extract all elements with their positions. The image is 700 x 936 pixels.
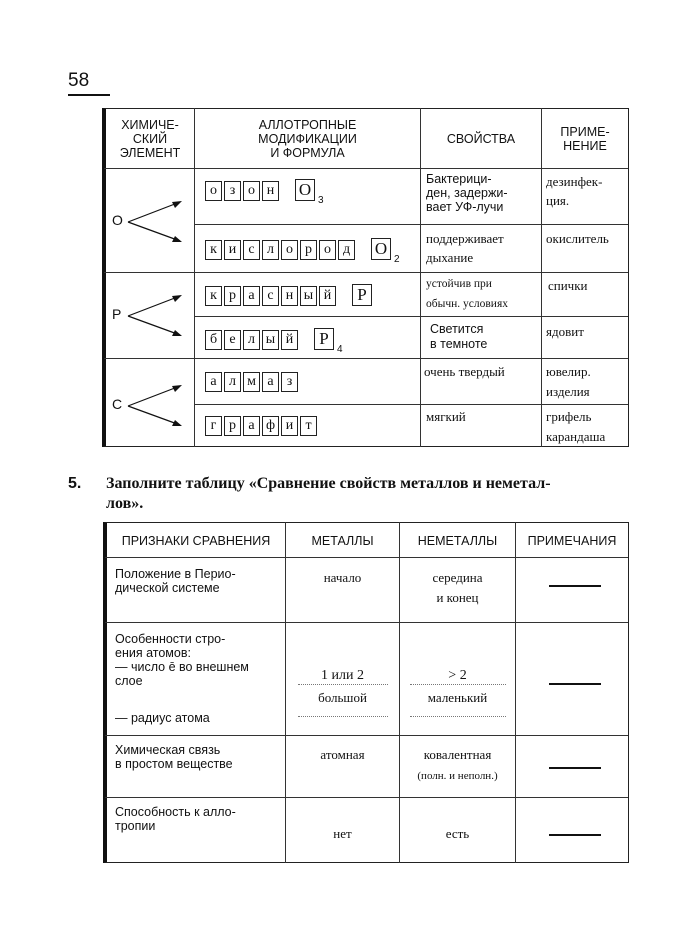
nonmetals-cell: есть <box>445 826 470 841</box>
nonmetals-cell: ковалентная <box>423 747 492 762</box>
task-text: Заполните таблицу «Сравнение свойств металлов и неметал- лов». <box>106 475 551 512</box>
notes-dash <box>549 767 601 769</box>
row-divider <box>104 358 628 359</box>
letter-box[interactable]: з <box>281 372 298 392</box>
notes-dash <box>549 834 601 836</box>
letter-box[interactable]: б <box>205 330 222 350</box>
letter-box[interactable]: р <box>224 416 241 436</box>
letter-box[interactable]: а <box>243 286 260 306</box>
notes-dash <box>549 585 601 587</box>
usage-cell: дезинфек- ция. <box>546 174 603 208</box>
page-number-underline <box>68 94 110 96</box>
metals-cell: нет <box>333 826 352 841</box>
letter-box[interactable]: й <box>281 330 298 350</box>
metals-cell: 1 или 2 <box>321 668 364 683</box>
nonmetals-cell: > 2 <box>448 668 467 683</box>
header-usage: ПРИМЕ- НЕНИЕ <box>560 125 610 153</box>
formula-subscript: 2 <box>394 254 400 265</box>
notes-dash <box>549 683 601 685</box>
letter-box[interactable]: ы <box>300 286 317 306</box>
element-symbol-p: P <box>112 306 122 322</box>
letter-box[interactable]: н <box>262 181 279 201</box>
letter-box[interactable]: т <box>300 416 317 436</box>
branch-arrows-icon <box>124 196 186 248</box>
letter-box[interactable]: з <box>224 181 241 201</box>
row-divider <box>105 622 628 623</box>
formula-box[interactable]: O <box>295 179 315 201</box>
nonmetals-cell: середина и конец <box>432 570 483 605</box>
letter-box[interactable]: л <box>224 372 241 392</box>
letter-box[interactable]: и <box>224 240 241 260</box>
feature-cell: Химическая связь в простом веществе <box>115 743 233 771</box>
formula-box[interactable]: P <box>352 284 372 306</box>
row-divider <box>194 316 628 317</box>
letter-box[interactable]: а <box>262 372 279 392</box>
col-divider <box>515 522 516 863</box>
letter-box[interactable]: м <box>243 372 260 392</box>
row-divider <box>105 557 628 558</box>
letter-box[interactable]: р <box>224 286 241 306</box>
letter-box[interactable]: к <box>205 286 222 306</box>
row-divider <box>194 404 628 405</box>
row-divider <box>104 272 628 273</box>
letter-box[interactable]: о <box>319 240 336 260</box>
letter-box[interactable]: н <box>281 286 298 306</box>
letter-box[interactable]: ф <box>262 416 279 436</box>
letter-box[interactable]: а <box>205 372 222 392</box>
letter-box[interactable]: г <box>205 416 222 436</box>
header-notes: ПРИМЕЧАНИЯ <box>527 533 617 548</box>
answer-line <box>410 684 506 685</box>
letter-box[interactable]: д <box>338 240 355 260</box>
formula-box[interactable]: O <box>371 238 391 260</box>
feature-cell: Особенности стро- ения атомов: — число ē во внешнем слое <box>115 632 249 688</box>
answer-line <box>298 716 388 717</box>
metals-cell: атомная <box>320 747 365 762</box>
property-cell: Светится в темноте <box>430 322 488 351</box>
task-number: 5. <box>68 475 82 492</box>
branch-arrows-icon <box>124 380 186 432</box>
allotrope-graphite <box>205 416 317 436</box>
letter-box[interactable]: ы <box>262 330 279 350</box>
usage-cell: спички <box>548 278 588 293</box>
header-allotropes: АЛЛОТРОПНЫЕ МОДИФИКАЦИИ И ФОРМУЛА <box>258 118 357 160</box>
element-symbol-o: O <box>112 212 123 228</box>
property-cell: мягкий <box>426 409 466 424</box>
header-metals: МЕТАЛЛЫ <box>311 533 374 548</box>
usage-cell: ювелир. изделия <box>546 364 591 399</box>
allotrope-oxygen <box>205 238 400 265</box>
header-element: ХИМИЧЕ- СКИЙ ЭЛЕМЕНТ <box>119 118 181 160</box>
letter-box[interactable]: й <box>319 286 336 306</box>
letter-box[interactable]: л <box>243 330 260 350</box>
allotrope-red-phosphorus <box>205 284 372 306</box>
property-cell: очень твердый <box>424 364 505 379</box>
usage-cell: ядовит <box>546 324 584 339</box>
usage-cell: окислитель <box>546 231 609 246</box>
metals-cell: начало <box>323 570 362 585</box>
nonmetals-cell-extra: маленький <box>427 690 488 705</box>
letter-box[interactable]: о <box>281 240 298 260</box>
allotrope-white-phosphorus <box>205 328 343 355</box>
header-nonmetals: НЕМЕТАЛЛЫ <box>417 533 498 548</box>
formula-subscript: 3 <box>318 195 324 206</box>
letter-box[interactable]: е <box>224 330 241 350</box>
branch-arrows-icon <box>124 290 186 342</box>
feature-cell: Положение в Перио- дической системе <box>115 567 236 595</box>
task-5 <box>68 474 648 518</box>
letter-box[interactable]: о <box>243 181 260 201</box>
usage-cell: грифель карандаша <box>546 409 606 444</box>
row-divider <box>194 224 628 225</box>
row-divider <box>105 735 628 736</box>
letter-box[interactable]: с <box>262 286 279 306</box>
formula-subscript: 4 <box>337 344 343 355</box>
row-divider <box>105 797 628 798</box>
letter-box[interactable]: с <box>243 240 260 260</box>
allotrope-diamond <box>205 372 298 392</box>
letter-box[interactable]: о <box>205 181 222 201</box>
feature-cell: Способность к алло- тропии <box>115 805 236 833</box>
page-number: 58 <box>68 70 90 91</box>
answer-line <box>410 716 506 717</box>
letter-box[interactable]: к <box>205 240 222 260</box>
feature-cell-extra: — радиус атома <box>115 711 210 725</box>
property-cell: Бактерици- ден, задержи- вает УФ-лучи <box>426 172 508 214</box>
element-symbol-c: C <box>112 396 123 412</box>
letter-box[interactable]: л <box>262 240 279 260</box>
allotrope-ozone <box>205 179 324 206</box>
header-properties: СВОЙСТВА <box>446 132 516 146</box>
formula-box[interactable]: P <box>314 328 334 350</box>
answer-line <box>298 684 388 685</box>
property-cell: устойчив при обычн. условиях <box>426 278 508 310</box>
letter-box[interactable]: и <box>281 416 298 436</box>
metals-cell-extra: большой <box>318 690 367 705</box>
letter-box[interactable]: р <box>300 240 317 260</box>
nonmetals-cell-extra: (полн. и неполн.) <box>417 770 498 782</box>
header-feature: ПРИЗНАКИ СРАВНЕНИЯ <box>121 533 271 548</box>
property-cell: поддерживает дыхание <box>426 231 504 265</box>
letter-box[interactable]: а <box>243 416 260 436</box>
row-divider <box>104 168 628 169</box>
